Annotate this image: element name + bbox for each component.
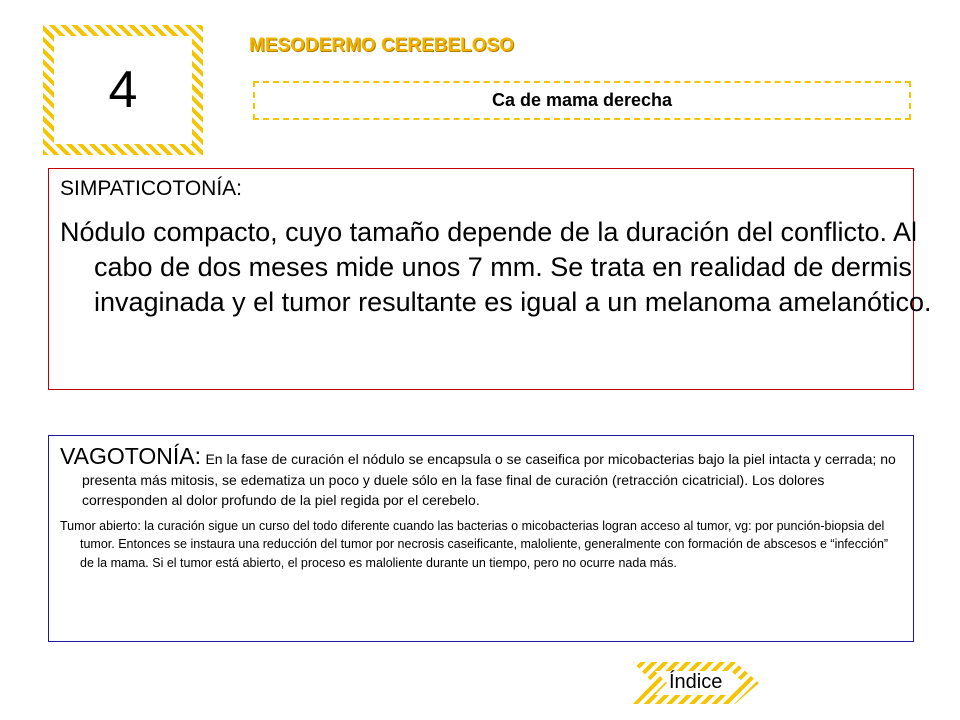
vagotonia-paragraph: [60, 442, 898, 511]
open-tumor-note: Tumor abierto: la curación sigue un curso del todo diferente cuando las bacterias o micobacterias logran acceso al tumor, vg: por punción-biopsia del tumor. Entonces se instaura una reducción del tumor por necrosis caseificante, maloliente, generalmente con formación de abscesos e “infección” de la mama. Si el tumor está abierto, el proceso es maloliente durante un tiempo, pero no ocurre nada más.: [60, 518, 889, 570]
vagotonia-text: En la fase de curación el nódulo se encapsula o se caseifica por micobacterias bajo la piel intacta y cerrada; no presenta más mitosis, se edematiza un poco y duele sólo en la fase final de curación (retracción cicatricial). Los dolores corresponden al dolor profundo de la piel regida por el cerebelo.: [82, 451, 896, 508]
simpaticotonia-heading: SIMPATICOTONÍA:: [60, 177, 243, 200]
slide-number: 4: [54, 36, 192, 144]
subtitle-box: [253, 81, 911, 120]
subtitle-text: Ca de mama derecha: [491, 90, 673, 110]
simpaticotonia-text: Nódulo compacto, cuyo tamaño depende de la duración del conflicto. Al cabo de dos meses mide unos 7 mm. Se trata en realidad de dermis invaginada y el tumor resultante es igual a un melanoma amelanótico.: [60, 217, 932, 318]
index-label: Índice: [669, 671, 723, 693]
index-button[interactable]: [631, 660, 761, 706]
vagotonia-content: [60, 442, 898, 572]
vagotonia-box: [48, 435, 914, 642]
vagotonia-heading: VAGOTONÍA:: [60, 443, 202, 469]
section-title: MESODERMO CEREBELOSO: [249, 35, 514, 56]
simpaticotonia-box: [48, 168, 932, 390]
slide-number-box: [43, 25, 203, 155]
